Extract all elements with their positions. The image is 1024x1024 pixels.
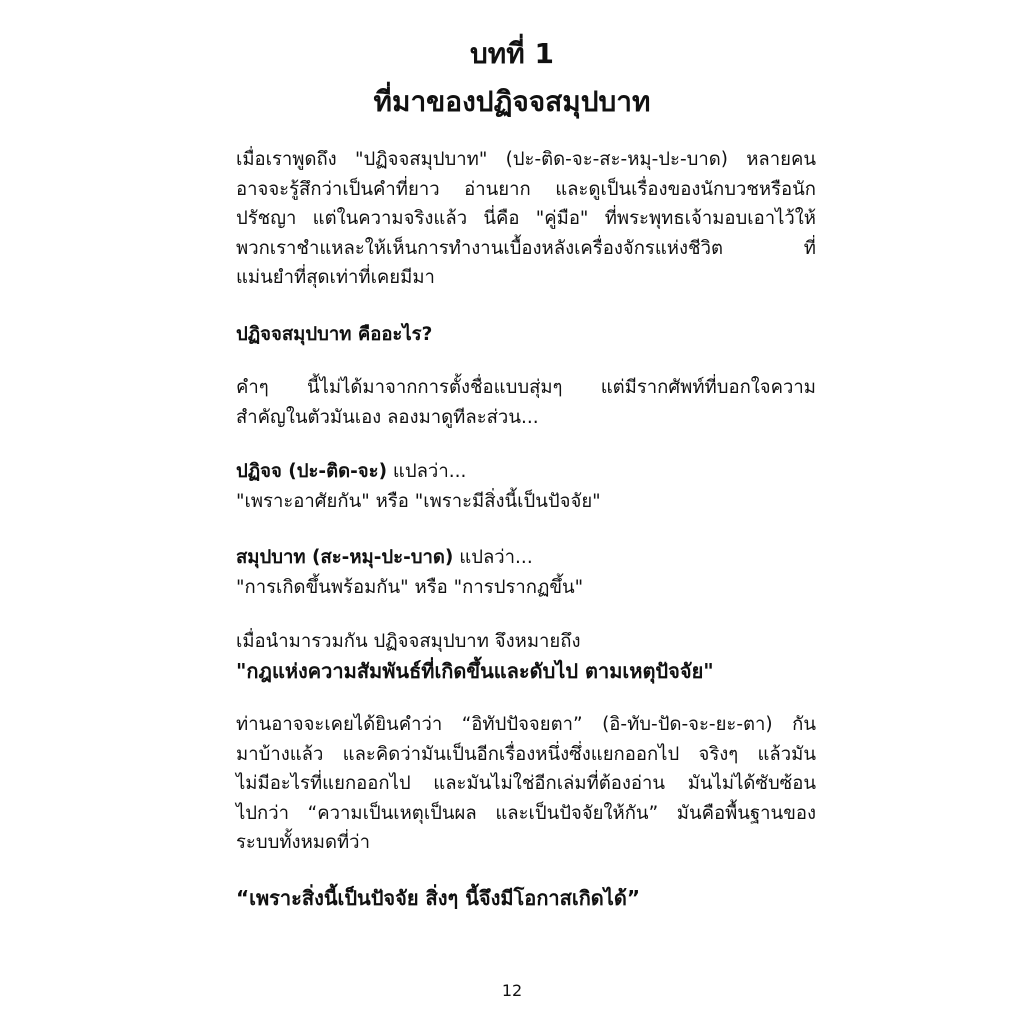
idappaccayata-line: ไม่มีอะไรที่แยกออกไป และมันไม่ใช่อีกเล่มที่ต้องอ่าน มันไม่ได้ซับซ้อน	[236, 773, 816, 794]
idappaccayata-line: ไปกว่า “ความเป็นเหตุเป็นผล และเป็นปัจจัยให้กัน” มันคือพื้นฐานของ	[236, 802, 816, 824]
term-samuppada-meaning: "การเกิดขึ้นพร้อมกัน" หรือ "การปรากฏขึ้น"	[236, 576, 584, 598]
term-samuppada-name: สมุปบาท (สะ-หมุ-ปะ-บาด)	[236, 547, 454, 568]
page-number: 12	[501, 981, 523, 1000]
idappaccayata-line: มาบ้างแล้ว และคิดว่ามันเป็นอีกเรื่องหนึ่งซึ่งแยกออกไป จริงๆ แล้วมัน	[236, 743, 816, 765]
idappaccayata-line: ระบบทั้งหมดที่ว่า	[236, 832, 370, 853]
term-paticca-name: ปฏิจจ (ปะ-ติด-จะ)	[236, 461, 388, 482]
idappaccayata-paragraph	[236, 710, 816, 858]
term-paticca-title	[236, 457, 816, 487]
term-samuppada-suffix: แปลว่า...	[453, 547, 533, 568]
section-heading	[236, 320, 816, 350]
combined-definition: "กฎแห่งความสัมพันธ์ที่เกิดขึ้นและดับไป ตามเหตุปัจจัย"	[236, 658, 714, 683]
term-samuppada	[236, 543, 816, 602]
section-heading-text: ปฏิจจสมุปบาท คืออะไร?	[236, 324, 433, 345]
intro-line: เมื่อเราพูดถึง "ปฏิจจสมุปบาท" (ปะ-ติด-จะ-สะ-หมุ-ปะ-บาด) หลายคน	[236, 149, 816, 170]
chapter-heading: บทที่ 1	[470, 37, 554, 70]
term-paticca-suffix: แปลว่า...	[387, 461, 467, 482]
term-samuppada-title	[236, 543, 816, 573]
closing-quote-text: “เพราะสิ่งนี้เป็นปัจจัย สิ่งๆ นี้จึงมีโอกาสเกิดได้”	[236, 886, 640, 910]
term-paticca	[236, 457, 816, 516]
term-paticca-meaning: "เพราะอาศัยกัน" หรือ "เพราะมีสิ่งนี้เป็นปัจจัย"	[236, 490, 601, 512]
combined-line: เมื่อนำมารวมกัน ปฏิจจสมุปบาท จึงหมายถึง	[236, 631, 581, 652]
closing-quote	[236, 884, 816, 914]
intro-paragraph	[236, 145, 816, 293]
intro-line: อาจจะรู้สึกว่าเป็นคำที่ยาว อ่านยาก และดูเป็นเรื่องของนักบวชหรือนัก	[236, 178, 816, 200]
chapter-title: ที่มาของปฏิจจสมุปบาท	[373, 85, 651, 118]
words-intro-paragraph	[236, 373, 816, 432]
words-intro-line: คำๆ นี้ไม่ได้มาจากการตั้งชื่อแบบสุ่มๆ แต่มีรากศัพท์ที่บอกใจความ	[236, 377, 816, 398]
intro-line: พวกเราชำแหละให้เห็นการทำงานเบื้องหลังเครื่องจักรแห่งชีวิต ที่	[236, 237, 816, 259]
intro-line: ปรัชญา แต่ในความจริงแล้ว นี่คือ "คู่มือ" ที่พระพุทธเจ้ามอบเอาไว้ให้	[236, 208, 816, 229]
idappaccayata-line: ท่านอาจจะเคยได้ยินคำว่า “อิทัปปัจจยตา” (อิ-ทับ-ปัด-จะ-ยะ-ตา) กัน	[236, 714, 816, 735]
combined-meaning	[236, 627, 816, 686]
words-intro-line: สำคัญในตัวมันเอง ลองมาดูทีละส่วน...	[236, 406, 539, 428]
intro-line: แม่นยำที่สุดเท่าที่เคยมีมา	[236, 267, 435, 288]
